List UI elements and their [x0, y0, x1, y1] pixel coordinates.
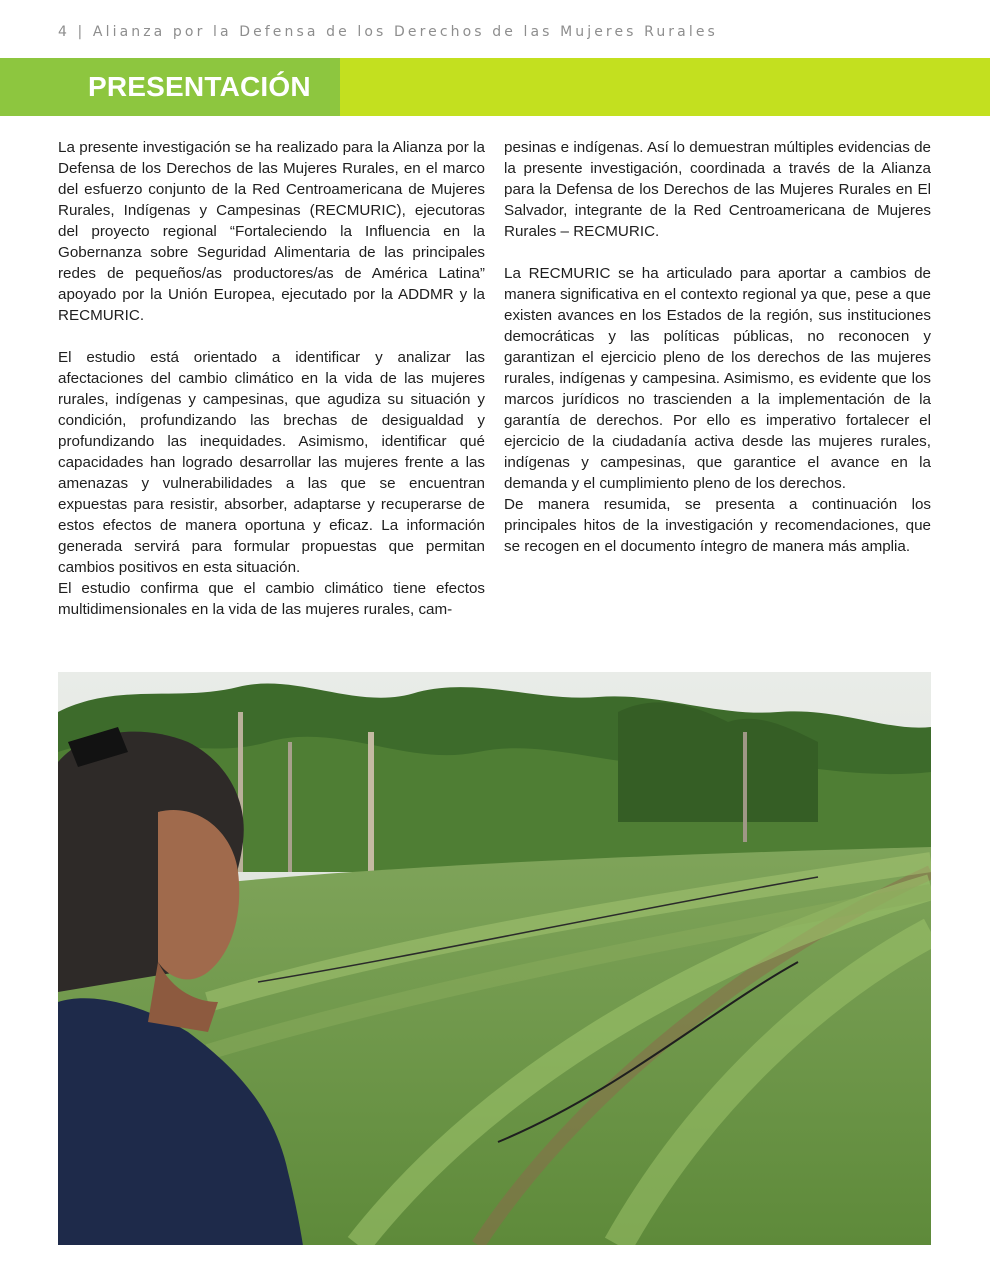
paragraph: pesinas e indígenas. Así lo demuestran múltiples evidencias de la presente investigación, coordinada a través de la Alianza para la Defensa de los Derechos de las Mujeres Rurales en El Salvador, integrante de la Red Centroamericana de Mujeres Rurales – RECMURIC. — [504, 139, 931, 240]
paragraph: De manera resumida, se presenta a continuación los principales hitos de la investigación y recomendaciones, que se recogen en el documento íntegro de manera más amplia. — [504, 496, 931, 555]
photo-illustration — [58, 672, 931, 1245]
left-text-column — [58, 137, 485, 620]
section-banner — [0, 58, 990, 116]
right-text-column — [504, 137, 931, 557]
paragraph: La RECMURIC se ha articulado para aportar a cambios de manera significativa en el contexto regional ya que, pese a que existen avances en los Estados de la región, sus instituciones democráticas y las políticas públicas, no reconocen y garantizan el ejercicio pleno de los derechos de las mujeres rurales, indígenas y campesina. Asimismo, es evidente que los marcos jurídicos no trascienden a la implementación de la garantía de derechos. Por ello es imperativo fortalecer el ejercicio de la ciudadanía activa desde las mujeres rurales, indígenas y campesinas, que garantice el avance en la demanda y el cumplimiento pleno de los derechos. — [504, 265, 931, 492]
paragraph: El estudio confirma que el cambio climático tiene efectos multidimensionales en la vida de las mujeres rurales, cam- — [58, 580, 485, 618]
section-title: PRESENTACIÓN — [88, 71, 311, 102]
paragraph: El estudio está orientado a identificar y analizar las afectaciones del cambio climático en la vida de las mujeres rurales, indígenas y campesinas, que agudiza su situación y condición, profundizando las brechas de desigualdad y profundizando las inequidades. Asimismo, identificar qué capacidades han logrado desarrollar las mujeres frente a las amenazas y vulnerabilidades a las que se encuentran expuestas para resistir, absorber, adaptarse y recuperarse de estos efectos de manera oportuna y eficaz. La información generada servirá para formular propuestas que permitan cambios positivos en esta situación. — [58, 349, 485, 576]
field-photo — [58, 672, 931, 1245]
running-header: 4 | Alianza por la Defensa de los Derechos de las Mujeres Rurales — [58, 24, 718, 40]
paragraph: La presente investigación se ha realizado para la Alianza por la Defensa de los Derechos de las Mujeres Rurales, en el marco del esfuerzo conjunto de la Red Centroamericana de Mujeres Rurales, Indígenas y Campesinas (RECMURIC), ejecutoras del proyecto regional “Fortaleciendo la Influencia en la Gobernanza sobre Seguridad Alimentaria de las principales redes de pequeños/as productores/as de América Latina” apoyado por la Unión Europea, ejecutado por la ADDMR y la RECMURIC. — [58, 139, 485, 324]
